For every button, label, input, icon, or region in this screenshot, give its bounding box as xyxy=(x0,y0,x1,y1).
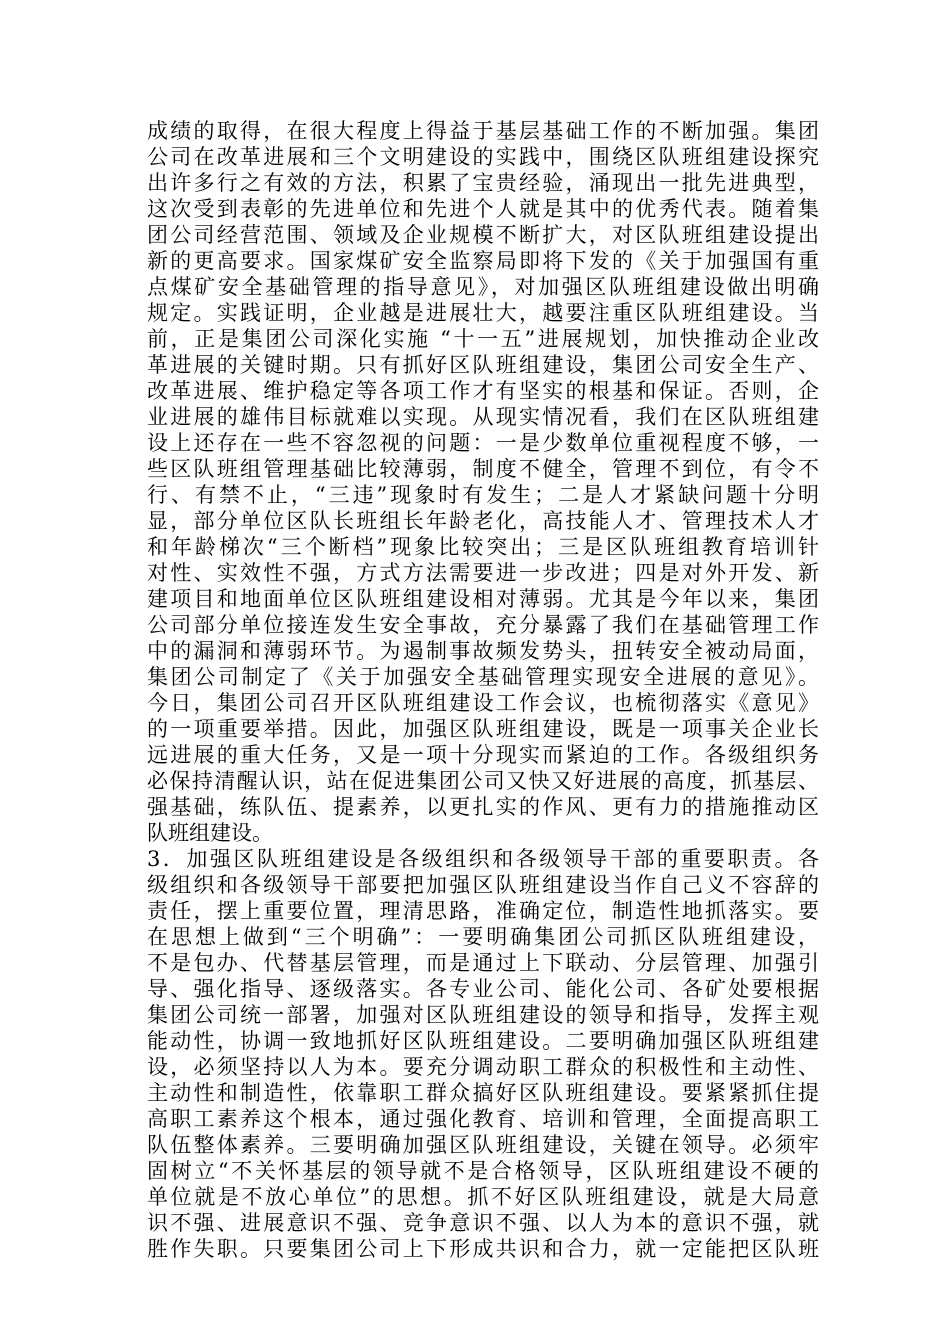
text-line: 规定。实践证明，企业越是进展壮大，越要注重区队班组建设。当 xyxy=(147,301,819,325)
text-line: 集团公司统一部署，加强对区队班组建设的领导和指导，发挥主观 xyxy=(147,1003,819,1027)
text-line: 固树立“不关怀基层的领导就不是合格领导，区队班组建设不硬的 xyxy=(147,1159,819,1183)
text-line: 前，正是集团公司深化实施 “十一五”进展规划，加快推动企业改 xyxy=(147,327,819,351)
text-line: 识不强、进展意识不强、竞争意识不强、以人为本的意识不强，就 xyxy=(147,1211,819,1235)
text-line: 单位就是不放心单位”的思想。抓不好区队班组建设，就是大局意 xyxy=(147,1185,819,1209)
text-line: 行、有禁不止，“三违”现象时有发生；二是人才紧缺问题十分明 xyxy=(147,483,819,507)
text-line: 团公司经营范围、领域及企业规模不断扩大，对区队班组建设提出 xyxy=(147,223,819,247)
text-line: 出许多行之有效的方法，积累了宝贵经验，涌现出一批先进典型， xyxy=(147,171,819,195)
text-line: 强基础，练队伍、提素养，以更扎实的作风、更有力的措施推动区 xyxy=(147,795,819,819)
text-line: 设，必须坚持以人为本。要充分调动职工群众的积极性和主动性、 xyxy=(147,1055,819,1079)
text-line: 革进展的关键时期。只有抓好区队班组建设，集团公司安全生产、 xyxy=(147,353,819,377)
text-line: 责任，摆上重要位置，理清思路，准确定位，制造性地抓落实。要 xyxy=(147,899,819,923)
text-line: 能动性，协调一致地抓好区队班组建设。二要明确加强区队班组建 xyxy=(147,1029,819,1053)
text-line: 对性、实效性不强，方式方法需要进一步改进；四是对外开发、新 xyxy=(147,561,819,585)
text-line: 点煤矿安全基础管理的指导意见》，对加强区队班组建设做出明确 xyxy=(147,275,819,299)
text-line: 新的更高要求。国家煤矿安全监察局即将下发的《关于加强国有重 xyxy=(147,249,819,273)
text-line: 公司部分单位接连发生安全事故，充分暴露了我们在基础管理工作 xyxy=(147,613,819,637)
text-line: 改革进展、维护稳定等各项工作才有坚实的根基和保证。否则，企 xyxy=(147,379,819,403)
text-line: 这次受到表彰的先进单位和先进个人就是其中的优秀代表。随着集 xyxy=(147,197,819,221)
numbered-paragraph-start-line: 3．加强区队班组建设是各级组织和各级领导干部的重要职责。各 xyxy=(147,847,819,871)
text-line: 的一项重要举措。因此，加强区队班组建设，既是一项事关企业长 xyxy=(147,717,819,741)
text-line: 必保持清醒认识，站在促进集团公司又快又好进展的高度，抓基层、 xyxy=(147,769,819,793)
text-line: 公司在改革进展和三个文明建设的实践中，围绕区队班组建设探究 xyxy=(147,145,819,169)
text-line: 些区队班组管理基础比较薄弱，制度不健全，管理不到位，有令不 xyxy=(147,457,819,481)
text-line: 胜作失职。只要集团公司上下形成共识和合力，就一定能把区队班 xyxy=(147,1237,819,1261)
text-line: 高职工素养这个根本，通过强化教育、培训和管理，全面提高职工 xyxy=(147,1107,819,1131)
text-line: 业进展的雄伟目标就难以实现。从现实情况看，我们在区队班组建 xyxy=(147,405,819,429)
text-line: 建项目和地面单位区队班组建设相对薄弱。尤其是今年以来，集团 xyxy=(147,587,819,611)
text-line: 级组织和各级领导干部要把加强区队班组建设当作自己义不容辞的 xyxy=(147,873,819,897)
text-line: 队伍整体素养。三要明确加强区队班组建设，关键在领导。必须牢 xyxy=(147,1133,819,1157)
text-line: 在思想上做到“三个明确”：一要明确集团公司抓区队班组建设， xyxy=(147,925,819,949)
text-line: 主动性和制造性，依靠职工群众搞好区队班组建设。要紧紧抓住提 xyxy=(147,1081,819,1105)
text-line: 中的漏洞和薄弱环节。为遏制事故频发势头，扭转安全被动局面， xyxy=(147,639,819,663)
text-line: 显，部分单位区队长班组长年龄老化，高技能人才、管理技术人才 xyxy=(147,509,819,533)
text-line: 今日，集团公司召开区队班组建设工作会议，也梳彻落实《意见》 xyxy=(147,691,819,715)
text-line: 集团公司制定了《关于加强安全基础管理实现安全进展的意见》。 xyxy=(147,665,819,689)
paragraph-end-line: 队班组建设。 xyxy=(147,821,273,845)
text-line: 不是包办、代替基层管理，而是通过上下联动、分层管理、加强引 xyxy=(147,951,819,975)
text-line: 成绩的取得，在很大程度上得益于基层基础工作的不断加强。集团 xyxy=(147,119,819,143)
text-line: 和年龄梯次“三个断档”现象比较突出；三是区队班组教育培训针 xyxy=(147,535,819,559)
text-line: 导、强化指导、逐级落实。各专业公司、能化公司、各矿处要根据 xyxy=(147,977,819,1001)
text-line: 远进展的重大任务，又是一项十分现实而紧迫的工作。各级组织务 xyxy=(147,743,819,767)
document-page xyxy=(147,118,819,1262)
text-line: 设上还存在一些不容忽视的问题：一是少数单位重视程度不够，一 xyxy=(147,431,819,455)
